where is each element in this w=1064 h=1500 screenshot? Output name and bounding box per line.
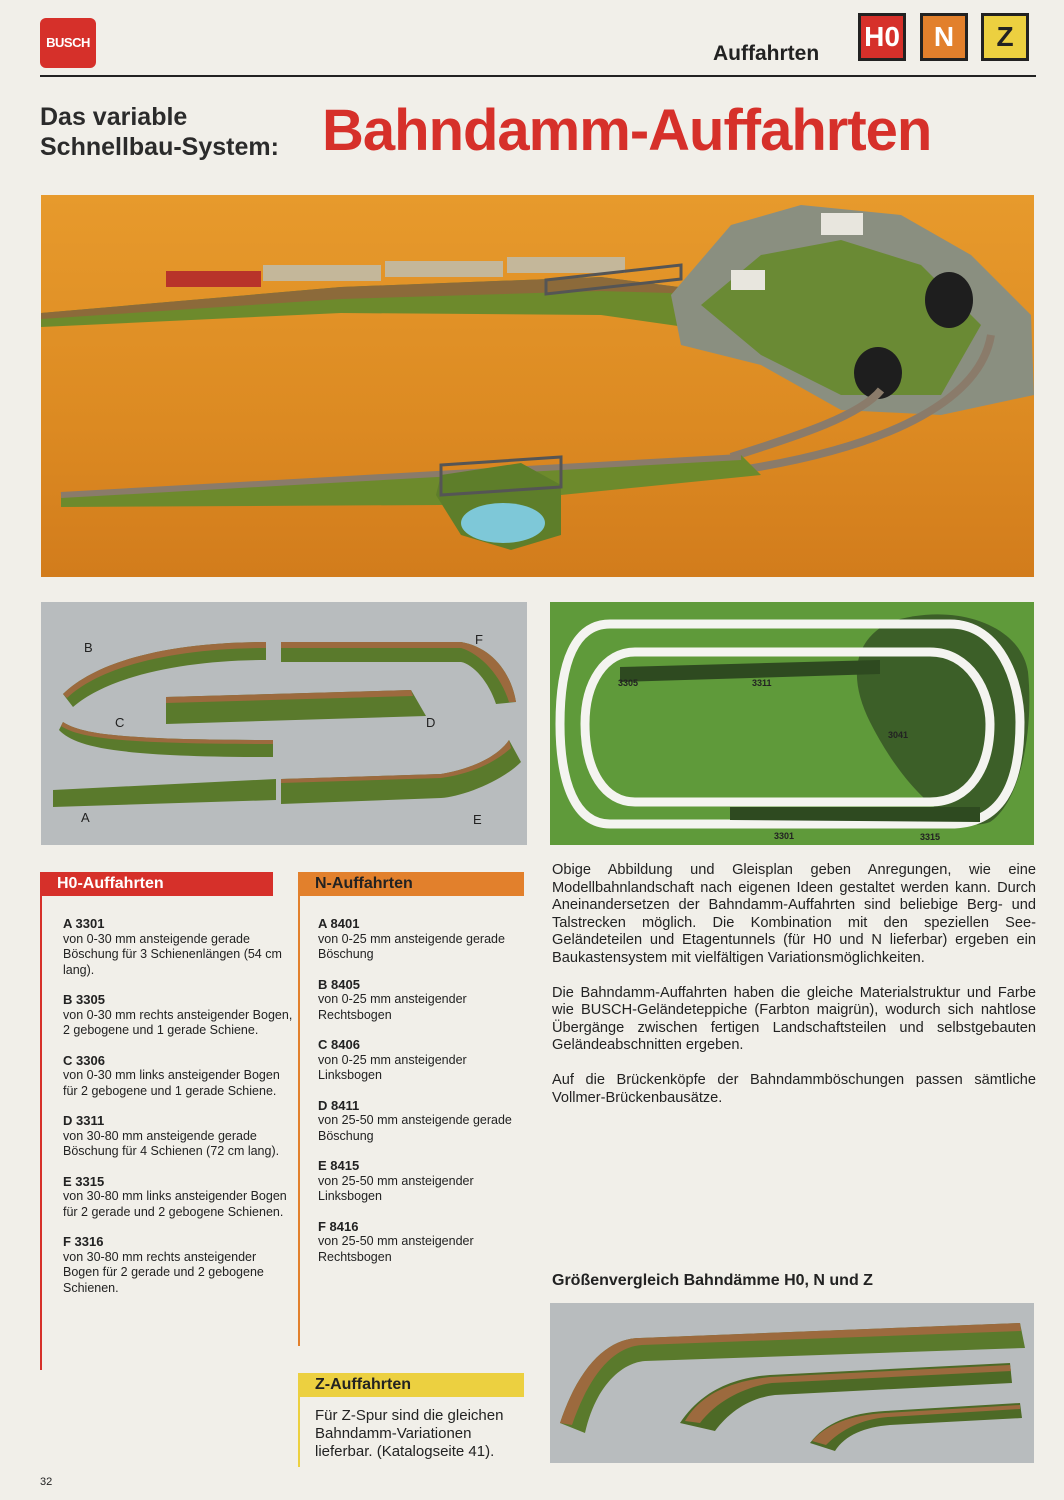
- item-text: von 30-80 mm links ansteigender Bogen für 2 gerade und 2 gebogene Schienen.: [63, 1189, 287, 1219]
- comparison-title: Größenvergleich Bahndämme H0, N und Z: [552, 1272, 873, 1289]
- item-text: von 0-30 mm links ansteigender Bogen für 2 gebogene und 1 gerade Schiene.: [63, 1068, 280, 1098]
- item-code: E 8415: [318, 1158, 360, 1173]
- h0-heading: H0-Auffahrten: [40, 872, 273, 896]
- item-code: B 3305: [63, 992, 105, 1007]
- list-item: [63, 1113, 293, 1160]
- item-text: von 25-50 mm ansteigender Rechtsbogen: [318, 1234, 474, 1264]
- list-item: [318, 1158, 518, 1205]
- logo-text: BUSCH: [46, 35, 90, 50]
- item-code: A 3301: [63, 916, 105, 931]
- piece-label-e: E: [473, 812, 482, 827]
- pieces-illustration: [41, 602, 527, 845]
- subtitle-line-1: Das variable: [40, 103, 188, 131]
- z-heading: Z-Auffahrten: [298, 1373, 524, 1397]
- list-item: [318, 1098, 518, 1145]
- item-code: C 3306: [63, 1052, 105, 1068]
- section-title: Auffahrten: [713, 42, 820, 65]
- list-item: [63, 1053, 293, 1100]
- list-item: [318, 1219, 518, 1266]
- item-text: von 0-30 mm ansteigende gerade Böschung für 3 Schienenlängen (54 cm lang).: [63, 931, 282, 977]
- plan-label-3305: 3305: [618, 678, 639, 688]
- h0-rule: [40, 872, 42, 1370]
- item-text: von 30-80 mm rechts ansteigender Bogen für 2 gerade und 2 gebogene Schienen.: [63, 1249, 264, 1295]
- item-text: von 0-25 mm ansteigender Linksbogen: [318, 1052, 467, 1082]
- piece-label-b: B: [84, 640, 93, 655]
- item-text: von 25-50 mm ansteigender Linksbogen: [318, 1173, 474, 1203]
- item-code: D 3311: [63, 1113, 105, 1128]
- item-text: von 25-50 mm ansteigende gerade Böschung: [318, 1113, 512, 1143]
- body-paragraph-3: Auf die Brückenköpfe der Bahndammböschungen passen sämtliche Vollmer-Brückenbausätze.: [552, 1071, 1036, 1106]
- item-code: F 3316: [63, 1234, 104, 1249]
- plan-label-3315: 3315: [920, 832, 941, 842]
- piece-label-a: A: [81, 810, 90, 825]
- page-number: 32: [40, 1476, 53, 1488]
- n-list: [318, 916, 518, 1279]
- header-rule: [40, 75, 1036, 77]
- piece-label-f: F: [475, 632, 483, 647]
- item-text: von 0-25 mm ansteigender Rechtsbogen: [318, 992, 467, 1022]
- body-text: [552, 862, 1036, 1124]
- headline-subtitle: [40, 102, 279, 162]
- list-item: [63, 916, 293, 978]
- layout-photo-illustration: [41, 195, 1034, 577]
- track-plan: [550, 602, 1034, 845]
- layout-photo: [41, 195, 1034, 577]
- scale-badge-z: Z: [981, 13, 1029, 61]
- list-item: [318, 916, 518, 963]
- list-item: [63, 992, 293, 1039]
- item-text: von 30-80 mm ansteigende gerade Böschung für 4 Schienen (72 cm lang).: [63, 1128, 280, 1158]
- body-paragraph-2: Die Bahndamm-Auffahrten haben die gleiche Materialstruktur und Farbe wie BUSCH-Geländeteppiche (Farbton maigrün), wodurch sich nahtlose Übergänge zwischen fertigen Landschaftsteilen und selbstgebauten Geländeabschnitten ergeben.: [552, 984, 1036, 1054]
- item-code: A 8401: [318, 916, 360, 931]
- plan-label-3041: 3041: [888, 730, 909, 740]
- scale-badge-h0: H0: [858, 13, 906, 61]
- item-code: F 8416: [318, 1218, 359, 1234]
- busch-logo: [40, 18, 96, 68]
- embankment-pieces-photo: [41, 602, 527, 845]
- item-text: von 0-30 mm rechts ansteigender Bogen, 2 gebogene und 1 gerade Schiene.: [63, 1007, 293, 1037]
- list-item: [318, 977, 518, 1024]
- plan-label-3311: 3311: [752, 678, 772, 688]
- list-item: [318, 1037, 518, 1084]
- scale-badge-n: N: [920, 13, 968, 61]
- n-heading: N-Auffahrten: [298, 872, 524, 896]
- item-code: D 8411: [318, 1097, 360, 1113]
- plan-label-3301: 3301: [774, 831, 795, 841]
- item-code: C 8406: [318, 1037, 360, 1052]
- subtitle-line-2: Schnellbau-System:: [40, 133, 279, 161]
- comparison-illustration: [550, 1303, 1034, 1463]
- piece-label-c: C: [115, 715, 125, 730]
- piece-label-d: D: [426, 715, 436, 730]
- h0-list: [63, 916, 293, 1310]
- track-plan-illustration: [550, 602, 1034, 845]
- list-item: [63, 1234, 293, 1296]
- item-code: B 8405: [318, 976, 360, 992]
- page-title: Bahndamm-Auffahrten: [322, 98, 932, 163]
- comparison-photo: [550, 1303, 1034, 1463]
- n-rule: [298, 872, 300, 1346]
- list-item: [63, 1174, 293, 1221]
- z-text: Für Z-Spur sind die gleichen Bahndamm-Variationen lieferbar. (Katalogseite 41).: [315, 1407, 504, 1460]
- body-paragraph-1: Obige Abbildung und Gleisplan geben Anregungen, wie eine Modellbahnlandschaft nach eigenen Ideen gestaltet werden kann. Durch Aneinandersetzen der Bahndamm-Auffahrten sind beliebige Berg- und Talstrecken möglich. Die Kombination mit den speziellen See-Geländeteilen und Etagentunnels (für H0 und N lieferbar) ergeben ein Baukastensystem mit vielfältigen Variationsmöglichkeiten.: [552, 862, 1036, 966]
- item-code: E 3315: [63, 1173, 105, 1189]
- item-text: von 0-25 mm ansteigende gerade Böschung: [318, 931, 505, 961]
